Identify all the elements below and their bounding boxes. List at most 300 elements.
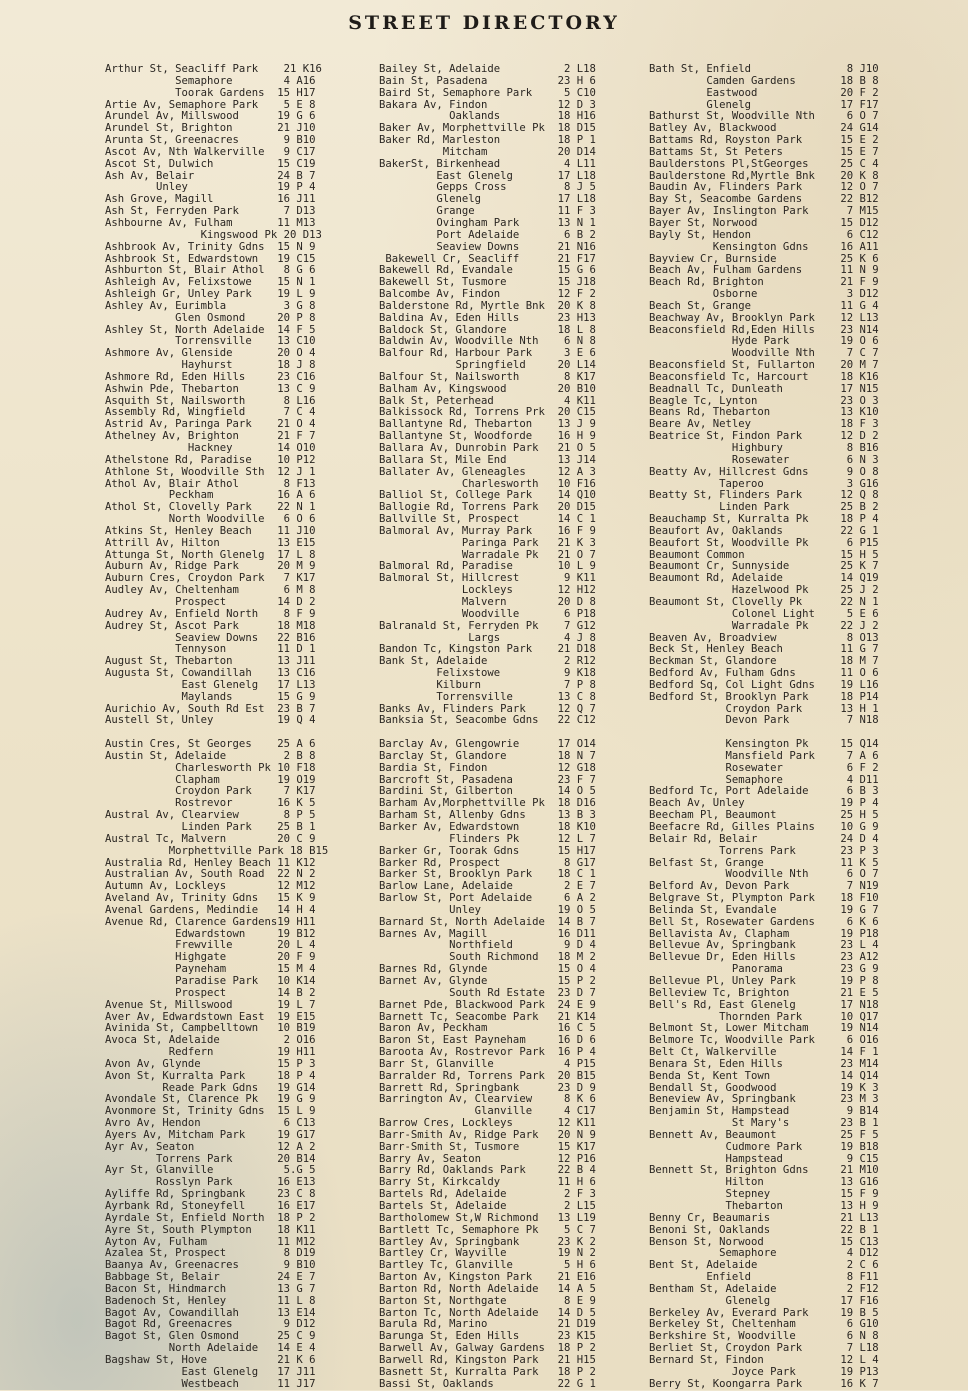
street-entry: Austin St, Adelaide 2 B 8: [105, 750, 316, 762]
street-entry: Belford Av, Devon Park 7 N19: [649, 881, 879, 893]
street-entry: Belinda St, Evandale 19 G 7: [649, 904, 879, 916]
street-entry: Attunga St, North Glenelg 17 L 8: [105, 549, 316, 561]
street-entry: Balderstone Rd, Myrtle Bnk 20 K 8: [379, 300, 596, 312]
street-entry: Reade Park Gdns 19 G14: [105, 1082, 316, 1094]
street-entry: Balkissock Rd, Torrens Prk 20 C15: [379, 407, 596, 419]
street-entry: Beaven Av, Broadview 8 O13: [649, 632, 879, 644]
street-entry: Bassi St, Oaklands 22 G 1: [379, 1378, 596, 1390]
street-entry: Ballantyne Rd, Thebarton 13 J 9: [379, 419, 596, 431]
street-entry: Westbeach 11 J17: [105, 1378, 316, 1390]
street-entry: Battams St, St Peters 15 E 7: [649, 146, 879, 158]
street-entry: Audley Av, Cheltenham 6 M 8: [105, 585, 316, 597]
street-entry: Beaumont St, Clovelly Pk 22 N 1: [649, 596, 879, 608]
street-entry: Beatty Av, Hillcrest Gdns 9 O 8: [649, 466, 879, 478]
street-entry: Ayrbank Rd, Stoneyfell 16 E17: [105, 1201, 316, 1212]
street-entry: Belleview Tc, Brighton 21 E 5: [649, 987, 879, 999]
street-entry: Devon Park 7 N18: [649, 715, 879, 727]
street-entry: Prospect 14 D 2: [105, 596, 316, 608]
street-entry: Bayly St, Hendon 6 C12: [649, 229, 879, 241]
street-entry: Balmoral St, Hillcrest 9 K11: [379, 573, 596, 585]
street-entry: Barnes Rd, Glynde 15 O 4: [379, 964, 596, 976]
street-entry: Aurichio Av, South Rd Est 23 B 7: [105, 703, 316, 715]
street-entry: Ashbourne Av, Fulham 11 M13: [105, 217, 316, 229]
street-entry: Ashmore Av, Glenside 20 O 4: [105, 348, 316, 360]
street-entry: Beadnall Tc, Dunleath 17 N15: [649, 383, 879, 395]
street-entry: Beach Av, Fulham Gardens 11 N 9: [649, 265, 879, 277]
street-entry: Bagshaw St, Hove 21 K 6: [105, 1354, 316, 1366]
street-entry: Athelney Av, Brighton 21 F 7: [105, 431, 316, 443]
street-entry: Thebarton 13 H 9: [649, 1201, 879, 1212]
street-entry: Baron St, East Payneham 16 D 6: [379, 1035, 596, 1047]
street-entry: Avro Av, Hendon 6 C13: [105, 1118, 316, 1130]
street-entry: Barham St, Allenby Gdns 13 B 3: [379, 810, 596, 822]
street-entry: Belair Rd, Belair 24 D 4: [649, 833, 879, 845]
street-entry: Ballara St, Mile End 13 J14: [379, 454, 596, 466]
street-entry: Barham Av,Morphettville Pk 18 D16: [379, 798, 596, 810]
street-entry: Clapham 19 O19: [105, 774, 316, 786]
street-entry: Bacon St, Hindmarch 13 G 7: [105, 1283, 316, 1295]
street-entry: Panorama 23 G 9: [649, 964, 879, 976]
street-entry: Bentham St, Adelaide 2 F12: [649, 1283, 879, 1295]
street-entry: Avenue St, Millswood 19 L 7: [105, 999, 316, 1011]
street-entry: Tennyson 11 D 1: [105, 644, 316, 656]
street-entry: Berry St, Koongarra Park 16 K 7: [649, 1378, 879, 1390]
street-entry: Ayre St, South Plympton 18 K11: [105, 1224, 316, 1236]
street-entry: Beaconsfield Tc, Harcourt 18 K16: [649, 371, 879, 383]
street-entry: Autumn Av, Lockleys 12 M12: [105, 881, 316, 893]
street-entry: Bedford St, Brooklyn Park 18 P14: [649, 691, 879, 703]
page-title: STREET DIRECTORY: [348, 12, 620, 34]
street-entry: Croydon Park 13 H 1: [649, 703, 879, 715]
street-entry: Barnet Av, Glynde 15 P 2: [379, 975, 596, 987]
street-entry: Baroota Av, Rostrevor Park 16 P 4: [379, 1047, 596, 1059]
street-entry: Toorak Gardens 15 H17: [105, 87, 316, 99]
street-entry: Baanya Av, Greenacres 9 B10: [105, 1260, 316, 1272]
street-entry: Bakewell St, Tusmore 15 J18: [379, 277, 596, 289]
street-entry: Gepps Cross 8 J 5: [379, 182, 596, 194]
street-entry: Beck St, Henley Beach 11 G 7: [649, 644, 879, 656]
street-entry: Bartley Tc, Glanville 5 H 6: [379, 1260, 596, 1272]
directory-column-2: [379, 64, 639, 1391]
street-entry: Beauchamp St, Kurralta Pk 18 P 4: [649, 514, 879, 526]
street-entry: Northfield 9 D 4: [379, 940, 596, 952]
street-entry: Attrill Av, Hilton 13 E15: [105, 537, 316, 549]
street-entry: Bent St, Adelaide 2 C 6: [649, 1260, 879, 1272]
street-entry: Balfour Rd, Harbour Park 3 E 6: [379, 348, 596, 360]
street-entry: Athlone St, Woodville Sth 12 J 1: [105, 466, 316, 478]
street-entry: Bagot Av, Cowandillah 13 E14: [105, 1307, 316, 1319]
street-entry: August St, Thebarton 13 J11: [105, 656, 316, 668]
street-entry: Avenal Gardens, Medindie 14 H 4: [105, 904, 316, 916]
street-entry: Baird St, Semaphore Park 5 C10: [379, 87, 596, 99]
street-entry: Barr-Smith St, Tusmore 15 K17: [379, 1141, 596, 1153]
street-entry: Ashbrook Av, Trinity Gdns 15 N 9: [105, 241, 316, 253]
street-entry: Avondale St, Clarence Pk 19 G 9: [105, 1094, 316, 1106]
street-entry: Baldina Av, Eden Hills 23 H13: [379, 312, 596, 324]
street-entry: Croydon Park 7 K17: [105, 786, 316, 798]
street-entry: Barnes Av, Magill 16 D11: [379, 928, 596, 940]
street-entry: Bagot Rd, Greenacres 9 D12: [105, 1319, 316, 1331]
entry-gap: [649, 727, 949, 739]
street-entry: Bailey St, Adelaide 2 L18: [379, 64, 596, 75]
street-entry: Charlesworth Pk 10 F18: [105, 762, 316, 774]
street-entry: Beach Rd, Brighton 21 F 9: [649, 277, 879, 289]
street-entry: Arundel Av, Millswood 19 G 6: [105, 111, 316, 123]
street-entry: Ashleigh Gr, Unley Park 19 L 9: [105, 289, 316, 301]
street-entry: Belgrave St, Plympton Park 18 F10: [649, 893, 879, 905]
street-entry: Beagle Tc, Lynton 23 O 3: [649, 395, 879, 407]
street-entry: Ascot St, Dulwich 15 C19: [105, 158, 316, 170]
street-entry: Redfern 19 H11: [105, 1047, 316, 1059]
street-entry: Australia Rd, Henley Beach 11 K12: [105, 857, 316, 869]
street-entry: Torrens Park 20 B14: [105, 1153, 316, 1165]
street-entry: Bartlett Tc, Semaphore Pk 5 C 7: [379, 1224, 596, 1236]
street-entry: Australian Av, South Road 22 N 2: [105, 869, 316, 881]
street-entry: Berkeley St, Cheltenham 6 G10: [649, 1319, 879, 1331]
street-entry: Baldwin Av, Woodville Nth 6 N 8: [379, 336, 596, 348]
street-entry: Bakewell Rd, Evandale 15 G 6: [379, 265, 596, 277]
street-entry: Lockleys 12 H12: [379, 585, 596, 597]
street-entry: Barralder Rd, Torrens Park 20 B15: [379, 1070, 596, 1082]
street-entry: Linden Park 25 B 1: [105, 822, 316, 833]
street-entry: East Glenelg 17 L18: [379, 170, 596, 182]
street-entry: Ashbrook St, Edwardstown 19 C15: [105, 253, 316, 265]
street-entry: Avinida St, Campbelltown 10 B19: [105, 1023, 316, 1035]
street-entry: Battams Rd, Royston Park 15 E 2: [649, 135, 879, 147]
street-entry: Barula Rd, Marino 21 D19: [379, 1319, 596, 1331]
street-entry: Belt Ct, Walkerville 14 F 1: [649, 1047, 879, 1059]
street-entry: Payneham 15 M 4: [105, 964, 316, 976]
street-entry: Ashley Av, Eurimbla 3 G 8: [105, 300, 316, 312]
street-entry: Bell's Rd, East Glenelg 17 N18: [649, 999, 879, 1011]
street-entry: Charlesworth 10 F16: [379, 478, 596, 490]
street-entry: Beaconsfield Rd,Eden Hills 23 N14: [649, 324, 879, 336]
street-entry: Ballantyne St, Woodforde 16 H 9: [379, 431, 596, 443]
street-entry: Beaufort Av, Oaklands 22 G 1: [649, 525, 879, 537]
street-entry: Beaumont Cr, Sunnyside 25 K 7: [649, 561, 879, 573]
street-entry: Ash Av, Belair 24 B 7: [105, 170, 316, 182]
street-entry: Arunta St, Greenacres 9 B10: [105, 135, 316, 147]
street-entry: Babbage St, Belair 24 E 7: [105, 1272, 316, 1284]
street-entry: Cudmore Park 19 B18: [649, 1141, 879, 1153]
street-entry: Ash St, Ferryden Park 7 D13: [105, 206, 316, 218]
street-entry: North Woodville 6 O 6: [105, 514, 316, 526]
street-entry: Banks Av, Flinders Park 12 Q 7: [379, 703, 596, 715]
street-entry: Artie Av, Semaphore Park 5 E 8: [105, 99, 316, 111]
street-entry: Bank St, Adelaide 2 R12: [379, 656, 596, 668]
street-entry: Glenelg 17 L18: [379, 194, 596, 206]
street-entry: Stepney 15 F 9: [649, 1189, 879, 1201]
street-entry: Atkins St, Henley Beach 11 J10: [105, 525, 316, 537]
street-entry: Bedford Sq, Col Light Gdns 19 L16: [649, 679, 879, 691]
street-entry: Barr St, Glanville 4 P15: [379, 1058, 596, 1070]
street-entry: Bayview Cr, Burnside 25 K 6: [649, 253, 879, 265]
street-entry: Bandon Tc, Kingston Park 21 D18: [379, 644, 596, 656]
street-entry: Hackney 14 O10: [105, 443, 316, 454]
street-entry: Glanville 4 C17: [379, 1106, 596, 1118]
street-entry: Bagot St, Glen Osmond 25 C 9: [105, 1331, 316, 1343]
street-entry: Beaconsfield St, Fullarton 20 M 7: [649, 360, 879, 372]
street-entry: Barnard St, North Adelaide 14 B 7: [379, 916, 596, 928]
street-entry: Avoca St, Adelaide 2 O16: [105, 1035, 316, 1047]
street-entry: Balham Av, Kingswood 20 B10: [379, 383, 596, 395]
street-entry: Athol St, Clovelly Park 22 N 1: [105, 502, 316, 514]
street-entry: Balk St, Peterhead 4 K11: [379, 395, 596, 407]
street-entry: Bartholomew St,W Richmond 13 L19: [379, 1212, 596, 1224]
street-entry: Hazelwood Pk 25 J 2: [649, 585, 879, 597]
street-entry: Beckman St, Glandore 18 M 7: [649, 656, 879, 668]
street-entry: Barclay Av, Glengowrie 17 O14: [379, 739, 596, 751]
street-entry: Barwell Av, Galway Gardens 18 P 2: [379, 1343, 596, 1355]
street-entry: Ayr Av, Seaton 12 A 2: [105, 1141, 316, 1153]
street-entry: Arthur St, Seacliff Park 21 K16: [105, 64, 322, 75]
street-entry: Torrens Park 23 P 3: [649, 845, 879, 857]
street-entry: Beefacre Rd, Gilles Plains 10 G 9: [649, 822, 879, 833]
directory-column-3: [649, 64, 949, 1391]
street-entry: Linden Park 25 B 2: [649, 502, 879, 514]
street-entry: Bardia St, Findon 12 G18: [379, 762, 596, 774]
street-entry: Aveland Av, Trinity Gdns 15 K 9: [105, 893, 316, 905]
street-entry: Beach St, Grange 11 G 4: [649, 300, 879, 312]
street-entry: Ballater Av, Gleneagles 12 A 3: [379, 466, 596, 478]
street-entry: Mansfield Park 7 A 6: [649, 750, 879, 762]
street-entry: Bardini St, Gilberton 14 O 5: [379, 786, 596, 798]
street-entry: Barlow St, Port Adelaide 6 A 2: [379, 893, 596, 905]
street-entry: Barnett Tc, Seacombe Park 21 K14: [379, 1011, 596, 1023]
street-entry: Bellevue Pl, Unley Park 19 P 8: [649, 975, 879, 987]
street-entry: Malvern 20 D 8: [379, 596, 596, 608]
street-entry: Asquith St, Nailsworth 8 L16: [105, 395, 316, 407]
street-entry: Baker Av, Morphettville Pk 18 D15: [379, 123, 596, 135]
street-entry: Auburn Cres, Croydon Park 7 K17: [105, 573, 316, 585]
street-entry: Barker St, Brooklyn Park 18 C 1: [379, 869, 596, 881]
street-entry: Paradise Park 10 K14: [105, 975, 316, 987]
street-entry: Astrid Av, Paringa Park 21 O 4: [105, 419, 316, 431]
street-entry: Barton St, Northgate 8 E 9: [379, 1295, 596, 1307]
street-entry: Auburn Av, Ridge Park 20 M 9: [105, 561, 316, 573]
street-entry: Berkeley Av, Everard Park 19 B 5: [649, 1307, 879, 1319]
street-entry: Austral Tc, Malvern 20 C 9: [105, 833, 316, 845]
street-entry: Barnet Pde, Blackwood Park 24 E 9: [379, 999, 596, 1011]
street-entry: Torrensville 13 C10: [105, 336, 316, 348]
street-entry: Flinders Pk 12 L 7: [379, 833, 596, 845]
street-entry: Camden Gardens 18 B 8: [649, 75, 879, 87]
street-entry: Maylands 15 G 9: [105, 691, 316, 703]
street-entry: Hilton 13 G16: [649, 1177, 879, 1189]
street-entry: Balmoral Rd, Paradise 10 L 9: [379, 561, 596, 573]
street-entry: Barclay St, Glandore 18 N 7: [379, 750, 596, 762]
street-entry: Barry St, Kirkcaldy 11 H 6: [379, 1177, 596, 1189]
street-entry: Bakara Av, Findon 12 D 3: [379, 99, 596, 111]
street-entry: Barrow Cres, Lockleys 12 K11: [379, 1118, 596, 1130]
street-entry: Kensington Pk 15 Q14: [649, 739, 879, 751]
street-entry: Semaphore 4 D12: [649, 1248, 879, 1260]
street-entry: Joyce Park 19 P13: [649, 1366, 879, 1378]
street-entry: St Mary's 23 B 1: [649, 1118, 879, 1130]
street-entry: Peckham 16 A 6: [105, 490, 316, 502]
street-entry: Warradale Pk 21 O 7: [379, 549, 596, 561]
street-entry: Highgate 20 F 9: [105, 952, 316, 964]
street-entry: Bedford Av, Fulham Gdns 11 O 6: [649, 668, 879, 680]
street-entry: Torrensville 13 C 8: [379, 691, 596, 703]
street-entry: Hampstead 9 C15: [649, 1153, 879, 1165]
street-entry: Baulderstons Pl,StGeorges 25 C 4: [649, 158, 879, 170]
street-entry: Seaview Downs 21 N16: [379, 241, 596, 253]
street-entry: Colonel Light 5 E 6: [649, 608, 879, 620]
street-entry: Baudin Av, Flinders Park 12 O 7: [649, 182, 879, 194]
street-entry: Barker Gr, Toorak Gdns 15 H17: [379, 845, 596, 857]
street-entry: Belmont St, Lower Mitcham 19 N14: [649, 1023, 879, 1035]
street-entry: Seaview Downs 22 B16: [105, 632, 316, 644]
street-entry: Audrey St, Ascot Park 18 M18: [105, 620, 316, 632]
street-entry: Glenelg 17 F17: [649, 99, 879, 111]
street-entry: Ayrdale St, Enfield North 18 P 2: [105, 1212, 316, 1224]
street-entry: Barr-Smith Av, Ridge Park 20 N 9: [379, 1129, 596, 1141]
street-entry: Edwardstown 19 B12: [105, 928, 316, 940]
street-entry: Kilburn 7 P 8: [379, 679, 596, 691]
street-entry: Beaumont Common 15 H 5: [649, 549, 879, 561]
street-entry: Highbury 8 B16: [649, 443, 879, 454]
street-entry: Barrett Rd, Springbank 23 D 9: [379, 1082, 596, 1094]
street-entry: Baker Rd, Marleston 18 P 1: [379, 135, 596, 147]
street-entry: Azalea St, Prospect 8 D19: [105, 1248, 316, 1260]
street-entry: Aver Av, Edwardstown East 19 E15: [105, 1011, 316, 1023]
street-entry: Belfast St, Grange 11 K 5: [649, 857, 879, 869]
street-entry: Ashmore Rd, Eden Hills 23 C16: [105, 371, 316, 383]
street-entry: Berkshire St, Woodville 6 N 8: [649, 1331, 879, 1343]
street-entry: BakerSt, Birkenhead 4 L11: [379, 158, 596, 170]
street-entry: Bayer Av, Inslington Park 7 M15: [649, 206, 879, 218]
street-entry: Barwell Rd, Kingston Park 21 H15: [379, 1354, 596, 1366]
street-entry: Bartels St, Adelaide 2 L15: [379, 1201, 596, 1212]
entry-gap: [379, 727, 639, 739]
street-entry: North Adelaide 14 E 4: [105, 1343, 316, 1355]
street-entry: Balmoral Av, Murray Park 16 F 9: [379, 525, 596, 537]
street-entry: Bernard St, Findon 12 L 4: [649, 1354, 879, 1366]
street-entry: Woodville Nth 6 O 7: [649, 869, 879, 881]
street-entry: Bartels Rd, Adelaide 2 F 3: [379, 1189, 596, 1201]
street-entry: Badenoch St, Henley 11 L 8: [105, 1295, 316, 1307]
street-entry: Unley 19 P 4: [105, 182, 316, 194]
street-entry: Felixstowe 9 K18: [379, 668, 596, 680]
street-entry: Eastwood 20 F 2: [649, 87, 879, 99]
street-entry: Austin Cres, St Georges 25 A 6: [105, 739, 316, 751]
street-entry: South Rd Estate 23 D 7: [379, 987, 596, 999]
street-entry: Bathurst St, Woodville Nth 6 O 7: [649, 111, 879, 123]
street-entry: Beatrice St, Findon Park 12 D 2: [649, 431, 879, 443]
street-entry: Ovingham Park 13 N 1: [379, 217, 596, 229]
street-entry: Barunga St, Eden Hills 23 K15: [379, 1331, 596, 1343]
street-entry: Port Adelaide 6 B 2: [379, 229, 596, 241]
street-entry: Baldock St, Glandore 18 L 8: [379, 324, 596, 336]
street-entry: Avonmore St, Trinity Gdns 15 L 9: [105, 1106, 316, 1118]
street-entry: Ashley St, North Adelaide 14 F 5: [105, 324, 316, 336]
street-entry: Barton Rd, North Adelaide 14 A 5: [379, 1283, 596, 1295]
directory-column-1: [105, 64, 345, 1391]
street-entry: Beachway Av, Brooklyn Park 12 L13: [649, 312, 879, 324]
street-entry: Grange 11 F 3: [379, 206, 596, 218]
street-entry: Bellevue Av, Springbank 23 L 4: [649, 940, 879, 952]
street-entry: Bartley Cr, Wayville 19 N 2: [379, 1248, 596, 1260]
street-entry: Ayliffe Rd, Springbank 23 C 8: [105, 1189, 316, 1201]
street-entry: Barton Av, Kingston Park 21 E16: [379, 1272, 596, 1284]
street-entry: Hayhurst 18 J 8: [105, 360, 316, 372]
street-entry: Oaklands 18 H16: [379, 111, 596, 123]
street-entry: Balfour St, Nailsworth 8 K17: [379, 371, 596, 383]
street-entry: Barlow Lane, Adelaide 2 E 7: [379, 881, 596, 893]
street-entry: Springfield 20 L14: [379, 360, 596, 372]
street-entry: Rosewater 6 N 3: [649, 454, 879, 466]
street-entry: Beatty St, Flinders Park 12 Q 8: [649, 490, 879, 502]
street-entry: Beans Rd, Thebarton 13 K10: [649, 407, 879, 419]
street-entry: Kingswood Pk 20 D13: [105, 229, 322, 241]
street-entry: Bayer St, Norwood 15 D12: [649, 217, 879, 229]
street-entry: Bell St, Rosewater Gardens 6 K 6: [649, 916, 879, 928]
street-entry: Balcombe Av, Findon 12 F 2: [379, 289, 596, 301]
street-entry: Semaphore 4 A16: [105, 75, 316, 87]
street-entry: Arundel St, Brighton 21 J10: [105, 123, 316, 135]
street-entry: Woodville 6 P18: [379, 608, 596, 620]
street-entry: Berliet St, Croydon Park 7 L18: [649, 1343, 879, 1355]
street-entry: Barton Tc, North Adelaide 14 D 5: [379, 1307, 596, 1319]
street-entry: Balranald St, Ferryden Pk 7 G12: [379, 620, 596, 632]
street-entry: Barrington Av, Clearview 8 K 6: [379, 1094, 596, 1106]
street-entry: Ashwin Pde, Thebarton 13 C 9: [105, 383, 316, 395]
street-entry: Benara St, Eden Hills 23 M14: [649, 1058, 879, 1070]
street-entry: Ashleigh Av, Felixstowe 15 N 1: [105, 277, 316, 289]
street-entry: Baulderstone Rd,Myrtle Bnk 20 K 8: [649, 170, 879, 182]
street-entry: Woodville Nth 7 C 7: [649, 348, 879, 360]
street-entry: Belmore Tc, Woodville Park 6 O16: [649, 1035, 879, 1047]
street-entry: Ballara Av, Dunrobin Park 21 O 5: [379, 443, 596, 454]
street-entry: Barry Rd, Oaklands Park 22 B 4: [379, 1165, 596, 1177]
street-entry: Thornden Park 10 Q17: [649, 1011, 879, 1023]
street-entry: Taperoo 3 G16: [649, 478, 879, 490]
street-entry: Bellevue Dr, Eden Hills 23 A12: [649, 952, 879, 964]
street-entry: Prospect 14 B 2: [105, 987, 316, 999]
street-entry: Enfield 8 F11: [649, 1272, 879, 1284]
street-entry: Ayr St, Glanville 5.G 5: [105, 1165, 316, 1177]
street-entry: Avon Av, Glynde 15 P 3: [105, 1058, 316, 1070]
street-entry: Beaufort St, Woodville Pk 6 P15: [649, 537, 879, 549]
street-entry: Beach Av, Unley 19 P 4: [649, 798, 879, 810]
street-entry: Bakewell Cr, Seacliff 21 F17: [379, 253, 596, 265]
street-entry: Beecham Pl, Beaumont 25 H 5: [649, 810, 879, 822]
street-entry: Mitcham 20 D14: [379, 146, 596, 158]
street-entry: Bain St, Pasadena 23 H 6: [379, 75, 596, 87]
street-entry: Osborne 3 D12: [649, 289, 879, 301]
street-entry: Austell St, Unley 19 Q 4: [105, 715, 316, 727]
street-entry: Bennett Av, Beaumont 25 F 5: [649, 1129, 879, 1141]
street-entry: Balliol St, College Park 14 Q10: [379, 490, 596, 502]
street-entry: Unley 19 O 5: [379, 904, 596, 916]
street-entry: Batley Av, Blackwood 24 G14: [649, 123, 879, 135]
street-entry: Avenue Rd, Clarence Gardens19 H11: [105, 916, 316, 928]
street-entry: Ballogie Rd, Torrens Park 20 D15: [379, 502, 596, 514]
street-entry: Audrey Av, Enfield North 8 F 9: [105, 608, 316, 620]
street-entry: Ascot Av, Nth Walkerville 9 C17: [105, 146, 316, 158]
street-entry: Bedford Tc, Port Adelaide 6 B 3: [649, 786, 879, 798]
street-entry: Bellavista Av, Clapham 19 P18: [649, 928, 879, 940]
street-entry: Ash Grove, Magill 16 J11: [105, 194, 316, 206]
street-entry: Benda St, Kent Town 14 Q14: [649, 1070, 879, 1082]
street-entry: Bendall St, Goodwood 19 K 3: [649, 1082, 879, 1094]
street-entry: Bartley Av, Springbank 23 K 2: [379, 1236, 596, 1248]
street-entry: Bennett St, Brighton Gdns 21 M10: [649, 1165, 879, 1177]
street-entry: Basnett St, Kurralta Park 18 P 2: [379, 1366, 596, 1378]
street-entry: Semaphore 4 D11: [649, 774, 879, 786]
street-entry: Beneview Av, Springbank 23 M 3: [649, 1094, 879, 1106]
